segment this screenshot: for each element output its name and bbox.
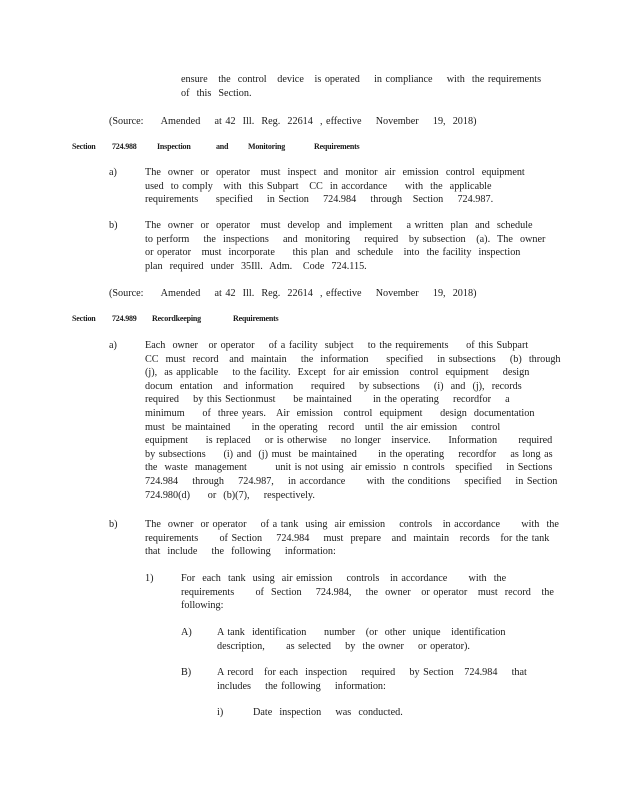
subparagraph-label: A) [181,627,192,638]
section-word: Section [72,142,96,151]
subsection-label: a) [109,167,117,178]
subsection-label: a) [109,340,117,351]
section-word: Section [72,314,96,323]
section-title-word: Monitoring [248,142,286,151]
source-note-1: (Source: Amended at 42 Ill. Reg. 22614 , effective November 19, 2018) [109,116,477,127]
intro-continuation: ensure the control device is operated in compliance with the requirements of this Section. [181,74,542,99]
source-note-2: (Source: Amended at 42 Ill. Reg. 22614 , effective November 19, 2018) [109,288,477,299]
subsection-text: The owner or operator of a tank using air emission controls in accordance with the requirements of Section 724.984 must prepare and maintain records for the tank that include the following information: [145,519,559,558]
subitem-label: i) [217,707,224,718]
subparagraph-text: A tank identification number (or other unique identification description, as selected by the owner or operator). [217,627,506,652]
subsection-text: The owner or operator must develop and implement a written plan and schedule to perform the inspections and monitoring required by subsection (a). The owner or operator must incorporate this plan and schedule into the facility inspection plan required under 35Ill. Adm. Code 724.115. [145,220,546,272]
subsection-label: b) [109,519,118,530]
subsection-text: The owner or operator must inspect and monitor air emission control equipment used to comply with this Subpart CC in accordance with the applicable requirements specified in Section 724.984 through Section 724.987. [145,167,525,206]
section-title-word: Requirements [314,142,360,151]
section-title-word: Inspection [157,142,191,151]
subparagraph-label: B) [181,667,192,678]
paragraph-label: 1) [145,573,154,584]
section-title-word: Requirements [233,314,279,323]
subsection-text: Each owner or operator of a facility subject to the requirements of this Subpart CC must record and maintain the information specified in subsections (b) through (j), as applicable to the facility. Except for air emission control equipment design docum entation and information required by subsections (i) and (j), records required by this Sectionmust be maintained in the operating recordfor a minimum of three years. Air emission control equipment design documentation must be maintained in the operating record until the air emission control equipment is replaced or is otherwise no longer inservice. Information required by subsections (i) and (j) must be maintained in the operating recordfor as long as the waste management unit is not using air emissio n controls specified in Sections 724.984 through 724.987, in accordance with the conditions specified in Section 724.980(d) or (b)(7), respectively. [145,340,561,501]
paragraph-text: For each tank using air emission controls in accordance with the requirements of Section 724.984, the owner or operator must record the following: [181,573,554,612]
section-number: 724.988 [112,142,137,151]
subitem-text: Date inspection was conducted. [253,707,403,718]
section-number: 724.989 [112,314,137,323]
section-title-word: and [216,142,229,151]
section-title-word: Recordkeeping [152,314,201,323]
subsection-label: b) [109,220,118,231]
subparagraph-text: A record for each inspection required by Section 724.984 that includes the following information: [217,667,527,692]
